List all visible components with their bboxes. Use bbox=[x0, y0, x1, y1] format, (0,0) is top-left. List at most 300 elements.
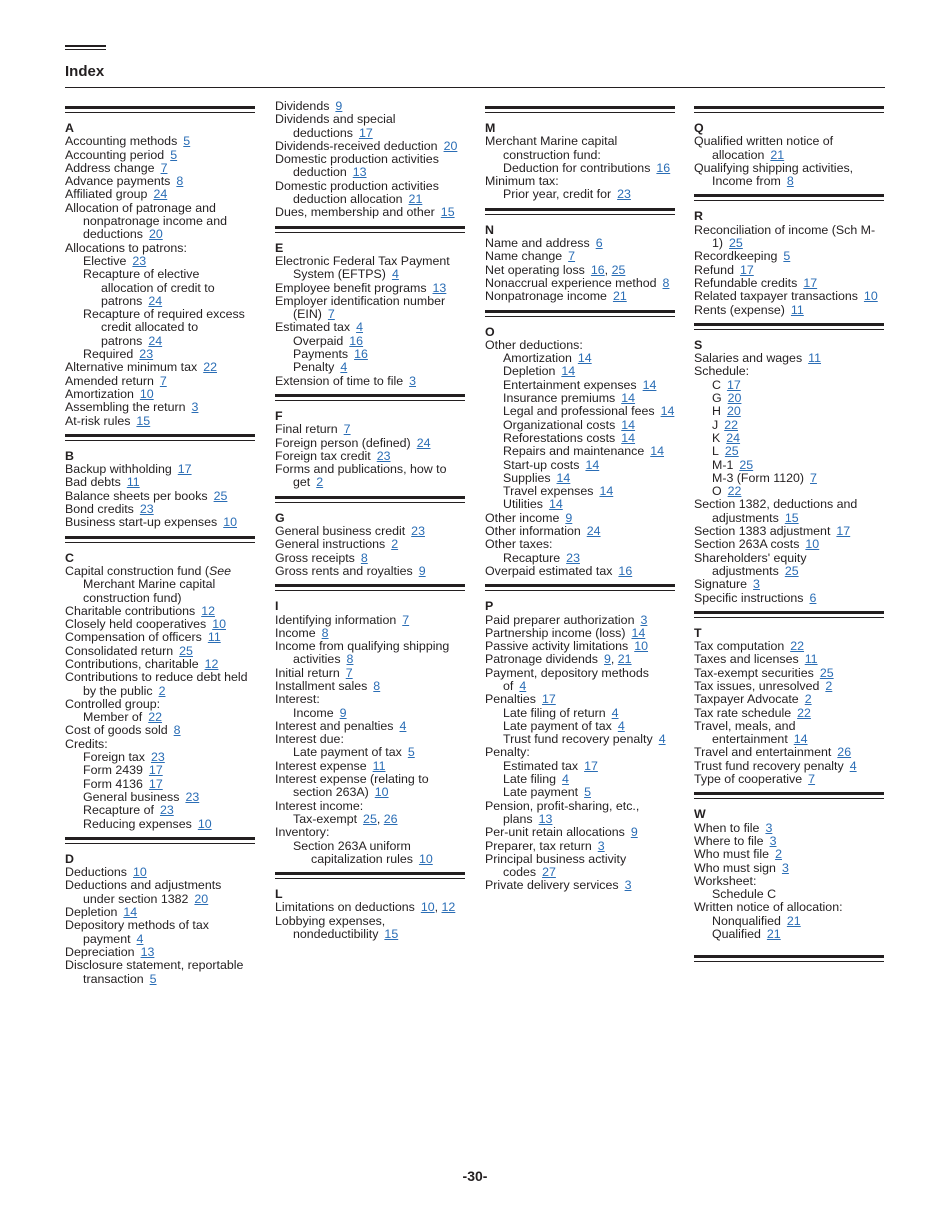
entry-term: Amortization bbox=[65, 386, 134, 401]
index-entry bbox=[275, 361, 465, 374]
page-link[interactable]: 4 bbox=[617, 718, 625, 733]
entry-term: Recordkeeping bbox=[694, 249, 778, 264]
entry-term: Qualified bbox=[712, 927, 761, 942]
index-entry bbox=[485, 290, 675, 303]
entry-term: Travel and entertainment bbox=[694, 745, 832, 760]
section-letter: R bbox=[694, 209, 703, 224]
entry-term: Capital construction fund (See Merchant Marine capital construction fund) bbox=[65, 563, 231, 605]
page-link[interactable]: 15 bbox=[440, 205, 455, 220]
entry-term: Nonpatronage income bbox=[485, 289, 607, 304]
page-link[interactable]: 17 bbox=[358, 125, 373, 140]
entry-term: Overpaid bbox=[293, 333, 344, 348]
index-section bbox=[694, 194, 884, 316]
index-entry bbox=[275, 746, 465, 759]
page-link[interactable]: 7 bbox=[810, 470, 817, 485]
entry-term: Name and address bbox=[485, 236, 590, 251]
entry-term: Payments bbox=[293, 347, 349, 362]
page-link[interactable]: 2 bbox=[158, 683, 166, 698]
page-link[interactable]: 10 bbox=[863, 289, 878, 304]
page-link[interactable]: 24 bbox=[586, 524, 601, 539]
index-entry bbox=[275, 450, 465, 463]
page-link[interactable]: 9 bbox=[418, 563, 426, 578]
index-entry bbox=[694, 888, 884, 901]
page-link[interactable]: 8 bbox=[360, 550, 368, 565]
page-link[interactable]: 26 bbox=[383, 811, 398, 826]
page-link[interactable]: 5 bbox=[149, 971, 157, 986]
page-link[interactable]: 10 bbox=[197, 816, 212, 831]
index-entry bbox=[694, 538, 884, 551]
page-link[interactable]: 17 bbox=[836, 524, 851, 539]
page-link[interactable]: 23 bbox=[411, 524, 425, 539]
entry-term: G bbox=[712, 391, 722, 406]
page-link[interactable]: 9 bbox=[335, 99, 343, 113]
entry-term: Interest: bbox=[275, 692, 320, 707]
entry-term: Elective bbox=[83, 253, 127, 268]
section-rule bbox=[694, 323, 884, 330]
entry-term: Affiliated group bbox=[65, 187, 148, 202]
page-link[interactable]: 4 bbox=[849, 758, 857, 773]
page-link[interactable]: 4 bbox=[658, 732, 666, 747]
page-link[interactable]: 21 bbox=[786, 913, 801, 928]
page-link[interactable]: 7 bbox=[327, 307, 335, 322]
page-link[interactable]: 14 bbox=[621, 430, 636, 445]
page-link[interactable]: 24 bbox=[148, 293, 163, 308]
entry-term: Repairs and maintenance bbox=[503, 444, 645, 459]
page-link[interactable]: 7 bbox=[159, 373, 167, 388]
page-link[interactable]: 13 bbox=[352, 165, 367, 180]
index-entry bbox=[485, 365, 675, 378]
index-entry bbox=[694, 525, 884, 538]
page-link[interactable]: 11 bbox=[207, 630, 221, 645]
index-section bbox=[485, 310, 675, 579]
entry-term: When to file bbox=[694, 820, 760, 835]
entry-term: Organizational costs bbox=[503, 417, 616, 432]
index-entry bbox=[275, 640, 465, 667]
entry-term: Rents (expense) bbox=[694, 302, 785, 317]
entry-term: Reducing expenses bbox=[83, 816, 192, 831]
page-link[interactable]: 2 bbox=[775, 847, 782, 862]
entry-term: Gross rents and royalties bbox=[275, 563, 413, 578]
page-link[interactable]: 24 bbox=[416, 435, 431, 450]
page-link[interactable]: 20 bbox=[727, 391, 742, 406]
page-link[interactable]: 20 bbox=[194, 891, 209, 906]
entry-term: Refund bbox=[694, 262, 734, 277]
index-column-2 bbox=[275, 100, 465, 941]
page-link[interactable]: 13 bbox=[432, 280, 447, 295]
entry-term: Depletion bbox=[65, 905, 118, 920]
page-link[interactable]: 14 bbox=[660, 404, 675, 419]
page-link[interactable]: 25 bbox=[729, 236, 743, 251]
page-link[interactable]: 4 bbox=[340, 360, 348, 375]
page-link[interactable]: 14 bbox=[548, 497, 563, 512]
index-entry bbox=[65, 671, 255, 698]
entry-term: Dividends bbox=[275, 99, 330, 113]
page-link[interactable]: 10 bbox=[212, 617, 226, 632]
page-link[interactable]: 14 bbox=[650, 444, 665, 459]
page-link[interactable]: 3 bbox=[624, 878, 632, 893]
index-column-3 bbox=[485, 100, 675, 893]
page-link[interactable]: 11 bbox=[804, 652, 818, 667]
entry-term: Pension, profit-sharing, etc., plans bbox=[485, 798, 640, 826]
page-link[interactable]: 17 bbox=[584, 758, 598, 773]
page-link[interactable]: 11 bbox=[126, 475, 140, 490]
page-link[interactable]: 25 bbox=[363, 811, 377, 826]
entry-term: Initial return bbox=[275, 665, 340, 680]
page-link[interactable]: 6 bbox=[809, 590, 817, 605]
index-entry bbox=[275, 463, 465, 490]
page-link[interactable]: 14 bbox=[577, 351, 592, 366]
page-link[interactable]: 10 bbox=[133, 865, 147, 880]
index-entry bbox=[485, 175, 675, 188]
index-entry bbox=[275, 733, 465, 746]
page-link[interactable]: 4 bbox=[136, 931, 144, 946]
page-link[interactable]: 3 bbox=[781, 860, 789, 875]
page-link[interactable]: 25 bbox=[611, 262, 626, 277]
page-link[interactable]: 8 bbox=[176, 174, 184, 189]
index-entry bbox=[275, 321, 465, 334]
index-entry bbox=[485, 565, 675, 578]
entry-term: Member of bbox=[83, 710, 143, 725]
section-letter: C bbox=[65, 550, 74, 565]
page-link[interactable]: 22 bbox=[724, 417, 738, 432]
page-link[interactable]: 3 bbox=[191, 400, 199, 415]
entry-term: Tax-exempt bbox=[293, 811, 358, 826]
index-entry bbox=[485, 512, 675, 525]
page-link[interactable]: 7 bbox=[345, 665, 353, 680]
section-rule bbox=[275, 226, 465, 233]
page-link[interactable]: 20 bbox=[148, 227, 163, 242]
page-link[interactable]: 4 bbox=[391, 267, 399, 282]
entry-term: Identifying information bbox=[275, 612, 397, 627]
page-link[interactable]: 4 bbox=[519, 678, 527, 693]
page-link[interactable]: 23 bbox=[132, 253, 147, 268]
section-letter: E bbox=[275, 240, 284, 255]
index-entry bbox=[275, 840, 465, 867]
page-link[interactable]: 25 bbox=[784, 563, 799, 578]
entry-term: Other deductions: bbox=[485, 337, 583, 352]
entry-term: Travel expenses bbox=[503, 484, 594, 499]
page-link[interactable]: 14 bbox=[585, 457, 600, 472]
page-link[interactable]: 16 bbox=[618, 563, 633, 578]
page-link[interactable]: 4 bbox=[399, 718, 407, 733]
index-entry bbox=[275, 693, 465, 706]
page-link[interactable]: 22 bbox=[148, 710, 163, 725]
page-link[interactable]: 23 bbox=[617, 187, 631, 202]
page-link[interactable]: 16 bbox=[656, 160, 671, 175]
page-link[interactable]: 10 bbox=[418, 851, 433, 866]
page-link[interactable]: 4 bbox=[611, 705, 619, 720]
page-link[interactable]: 21 bbox=[770, 147, 785, 162]
index-section bbox=[65, 536, 255, 831]
page-link[interactable]: 12 bbox=[201, 603, 215, 618]
page-link[interactable]: 25 bbox=[179, 643, 193, 658]
page-link[interactable]: 15 bbox=[784, 510, 799, 525]
page-link[interactable]: 2 bbox=[391, 537, 399, 552]
index-entry bbox=[65, 818, 255, 831]
entry-term: Interest expense bbox=[275, 758, 367, 773]
index-entry bbox=[694, 592, 884, 605]
page-link[interactable]: 22 bbox=[727, 484, 742, 499]
page-link[interactable]: 14 bbox=[561, 364, 576, 379]
entry-term: Tax-exempt securities bbox=[694, 665, 814, 680]
page-link[interactable]: 13 bbox=[538, 811, 553, 826]
page-link[interactable]: 23 bbox=[185, 789, 200, 804]
index-entry bbox=[694, 901, 884, 914]
page-link[interactable]: 4 bbox=[356, 320, 363, 335]
page-link[interactable]: 10 bbox=[634, 639, 649, 654]
page-link[interactable]: 25 bbox=[739, 457, 754, 472]
page-link[interactable]: 9 bbox=[603, 652, 611, 667]
page-link[interactable]: 25 bbox=[724, 444, 739, 459]
page-link[interactable]: 21 bbox=[408, 192, 423, 207]
page-link[interactable]: 14 bbox=[793, 732, 808, 747]
index-entry bbox=[485, 760, 675, 773]
page-link[interactable]: 15 bbox=[384, 927, 399, 942]
index-entry bbox=[694, 760, 884, 773]
index-entry bbox=[694, 365, 884, 378]
index-entry bbox=[65, 711, 255, 724]
page-link[interactable]: 9 bbox=[339, 705, 347, 720]
page-link[interactable]: 3 bbox=[409, 373, 417, 388]
page-link[interactable]: 20 bbox=[726, 404, 741, 419]
page-link[interactable]: 24 bbox=[153, 187, 168, 202]
entry-term: Interest and penalties bbox=[275, 718, 394, 733]
page-link[interactable]: 8 bbox=[173, 723, 181, 738]
page-link[interactable]: 14 bbox=[642, 377, 657, 392]
page-link[interactable]: 3 bbox=[597, 838, 605, 853]
page-link[interactable]: 14 bbox=[556, 470, 571, 485]
entry-term: Balance sheets per books bbox=[65, 488, 208, 503]
index-entry bbox=[65, 175, 255, 188]
page-link[interactable]: 5 bbox=[170, 147, 178, 162]
page-link[interactable]: 16 bbox=[354, 347, 368, 362]
index-entry bbox=[275, 423, 465, 436]
page-link[interactable]: 7 bbox=[808, 772, 816, 787]
page-link[interactable]: 22 bbox=[203, 360, 218, 375]
page-link[interactable]: 14 bbox=[621, 391, 636, 406]
entry-term: Gross receipts bbox=[275, 550, 355, 565]
entry-term: Schedule: bbox=[694, 364, 750, 379]
page-link[interactable]: 22 bbox=[790, 639, 805, 654]
index-entry bbox=[694, 419, 884, 432]
entry-term: Domestic production activities deduction bbox=[275, 152, 439, 180]
index-entry bbox=[275, 100, 465, 113]
page-link[interactable]: 3 bbox=[753, 577, 760, 592]
index-entry bbox=[485, 432, 675, 445]
page-link[interactable]: 9 bbox=[630, 825, 638, 840]
index-entry bbox=[65, 476, 255, 489]
index-entry bbox=[65, 255, 255, 268]
section-letter: O bbox=[485, 324, 495, 339]
section-rule bbox=[275, 394, 465, 401]
index-entry bbox=[485, 538, 675, 551]
index-entry bbox=[694, 264, 884, 277]
page-link[interactable]: 8 bbox=[662, 275, 670, 290]
index-entry bbox=[485, 352, 675, 365]
page-link[interactable]: 8 bbox=[321, 625, 329, 640]
index-entry: Patronage dividends 9, 21 bbox=[485, 652, 632, 667]
page-link[interactable]: 23 bbox=[139, 347, 154, 362]
page-link[interactable]: 24 bbox=[726, 430, 741, 445]
page-link[interactable]: 21 bbox=[766, 927, 781, 942]
page-link[interactable]: 23 bbox=[150, 750, 165, 765]
section-letter: W bbox=[694, 807, 706, 822]
page-link[interactable]: 14 bbox=[599, 484, 614, 499]
page-link[interactable]: 3 bbox=[640, 612, 648, 627]
page-link[interactable]: 5 bbox=[584, 785, 591, 800]
index-entry bbox=[65, 866, 255, 879]
entry-term: Worksheet: bbox=[694, 873, 757, 888]
page-link[interactable]: 23 bbox=[139, 502, 154, 517]
index-entry bbox=[694, 653, 884, 666]
page-link[interactable]: 17 bbox=[177, 462, 192, 477]
page-link[interactable]: 20 bbox=[443, 138, 458, 153]
page-link[interactable]: 7 bbox=[402, 612, 410, 627]
page-link[interactable]: 12 bbox=[204, 656, 219, 671]
page-link[interactable]: 14 bbox=[621, 417, 636, 432]
page-link[interactable]: 7 bbox=[160, 160, 168, 175]
entry-term: Patronage dividends bbox=[485, 652, 598, 667]
index-entry bbox=[65, 149, 255, 162]
page-link[interactable]: 24 bbox=[148, 333, 163, 348]
page-link[interactable]: 7 bbox=[568, 249, 576, 264]
page-link[interactable]: 17 bbox=[726, 377, 741, 392]
page-link[interactable]: 8 bbox=[346, 652, 354, 667]
index-entry bbox=[275, 538, 465, 551]
page-link[interactable]: 10 bbox=[374, 785, 389, 800]
section-rule bbox=[694, 194, 884, 201]
index-entry bbox=[275, 800, 465, 813]
page-link[interactable]: 8 bbox=[373, 678, 381, 693]
index-entry bbox=[694, 162, 884, 189]
section-letter: I bbox=[275, 599, 279, 614]
page-link[interactable]: 25 bbox=[213, 488, 228, 503]
index-entry bbox=[65, 135, 255, 148]
entry-term: Accounting period bbox=[65, 147, 165, 162]
index-entry bbox=[694, 135, 884, 162]
page-link[interactable]: 10 bbox=[420, 900, 435, 915]
index-entry: Tax-exempt 25, 26 bbox=[293, 811, 398, 826]
page-link[interactable]: 2 bbox=[804, 692, 812, 707]
page-link[interactable]: 23 bbox=[376, 448, 391, 463]
page-link[interactable]: 14 bbox=[123, 905, 138, 920]
page-link[interactable]: 16 bbox=[590, 262, 605, 277]
entry-term: Recapture of required excess credit allocated to patrons bbox=[83, 307, 245, 348]
page-link[interactable]: 16 bbox=[349, 333, 364, 348]
index-entry bbox=[694, 459, 884, 472]
entry-term: Controlled group: bbox=[65, 696, 161, 711]
index-entry bbox=[485, 339, 675, 352]
page-link[interactable]: 17 bbox=[803, 275, 818, 290]
index-entry bbox=[694, 277, 884, 290]
section-letter: L bbox=[275, 887, 283, 902]
page-link[interactable]: 17 bbox=[739, 262, 754, 277]
page-link[interactable]: 15 bbox=[136, 413, 151, 428]
index-entry bbox=[65, 361, 255, 374]
index-section bbox=[65, 434, 255, 530]
page-link[interactable]: 26 bbox=[837, 745, 852, 760]
page-link[interactable]: 13 bbox=[140, 944, 155, 959]
entry-term: Income bbox=[275, 625, 316, 640]
section-letter: B bbox=[65, 448, 74, 463]
entry-term: Foreign tax bbox=[83, 750, 145, 765]
page-link[interactable]: 5 bbox=[783, 249, 791, 264]
entry-term: Taxes and licenses bbox=[694, 652, 799, 667]
page-link[interactable]: 10 bbox=[139, 386, 154, 401]
page-link[interactable]: 14 bbox=[631, 625, 646, 640]
section-letter: F bbox=[275, 408, 283, 423]
entry-term: At-risk rules bbox=[65, 413, 131, 428]
page-link[interactable]: 5 bbox=[183, 134, 191, 149]
page-link[interactable]: 17 bbox=[148, 776, 163, 791]
page-link[interactable]: 2 bbox=[316, 475, 324, 490]
page-link[interactable]: 10 bbox=[223, 515, 238, 530]
page-link[interactable]: 17 bbox=[541, 692, 556, 707]
page-link[interactable]: 6 bbox=[595, 236, 603, 251]
entry-term: Insurance premiums bbox=[503, 391, 616, 406]
index-entry bbox=[65, 804, 255, 817]
entry-term: Allocations to patrons: bbox=[65, 240, 187, 255]
page-link[interactable]: 7 bbox=[343, 422, 351, 437]
entry-term: Merchant Marine capital construction fund: bbox=[485, 134, 618, 162]
entry-term: Schedule C bbox=[712, 887, 777, 902]
index-section bbox=[275, 394, 465, 490]
index-entry bbox=[694, 485, 884, 498]
page-link[interactable]: 23 bbox=[566, 550, 580, 565]
page-link[interactable]: 11 bbox=[808, 351, 822, 366]
entry-term: Recapture of elective allocation of credit to patrons bbox=[83, 267, 215, 308]
index-entry bbox=[65, 724, 255, 737]
entry-term: Forms and publications, how to get bbox=[275, 462, 447, 490]
entry-term: Who must file bbox=[694, 847, 770, 862]
section-letter: S bbox=[694, 337, 703, 352]
page-link[interactable]: 3 bbox=[769, 833, 777, 848]
entry-term: Bad debts bbox=[65, 475, 121, 490]
page-link[interactable]: 25 bbox=[819, 665, 834, 680]
page-link[interactable]: 11 bbox=[790, 302, 804, 317]
index-entry bbox=[694, 667, 884, 680]
index-entry bbox=[694, 224, 884, 251]
page-link[interactable]: 27 bbox=[542, 865, 556, 880]
page-link[interactable]: 9 bbox=[565, 510, 573, 525]
entry-term: General business bbox=[83, 789, 180, 804]
page-link[interactable]: 12 bbox=[441, 900, 456, 915]
page-link[interactable]: 21 bbox=[612, 289, 627, 304]
page-link[interactable]: 11 bbox=[372, 758, 386, 773]
page-link[interactable]: 2 bbox=[825, 678, 833, 693]
index-entry bbox=[694, 578, 884, 591]
section-rule bbox=[485, 208, 675, 215]
page-link[interactable]: 23 bbox=[159, 803, 174, 818]
index-entry bbox=[485, 733, 675, 746]
page-link[interactable]: 21 bbox=[617, 652, 632, 667]
entry-term: Type of cooperative bbox=[694, 772, 803, 787]
page-link[interactable]: 4 bbox=[562, 772, 569, 787]
page-link[interactable]: 5 bbox=[407, 745, 415, 760]
page-link[interactable]: 22 bbox=[797, 705, 811, 720]
index-entry bbox=[65, 348, 255, 361]
page-link[interactable]: 8 bbox=[786, 174, 794, 189]
page-link[interactable]: 3 bbox=[765, 820, 773, 835]
entry-term: Accounting methods bbox=[65, 134, 178, 149]
index-entry bbox=[485, 614, 675, 627]
section-rule bbox=[694, 792, 884, 799]
index-entry bbox=[65, 631, 255, 644]
index-entry bbox=[275, 720, 465, 733]
section-rule bbox=[275, 496, 465, 503]
page-link[interactable]: 17 bbox=[148, 763, 163, 778]
page-link[interactable]: 10 bbox=[805, 537, 820, 552]
